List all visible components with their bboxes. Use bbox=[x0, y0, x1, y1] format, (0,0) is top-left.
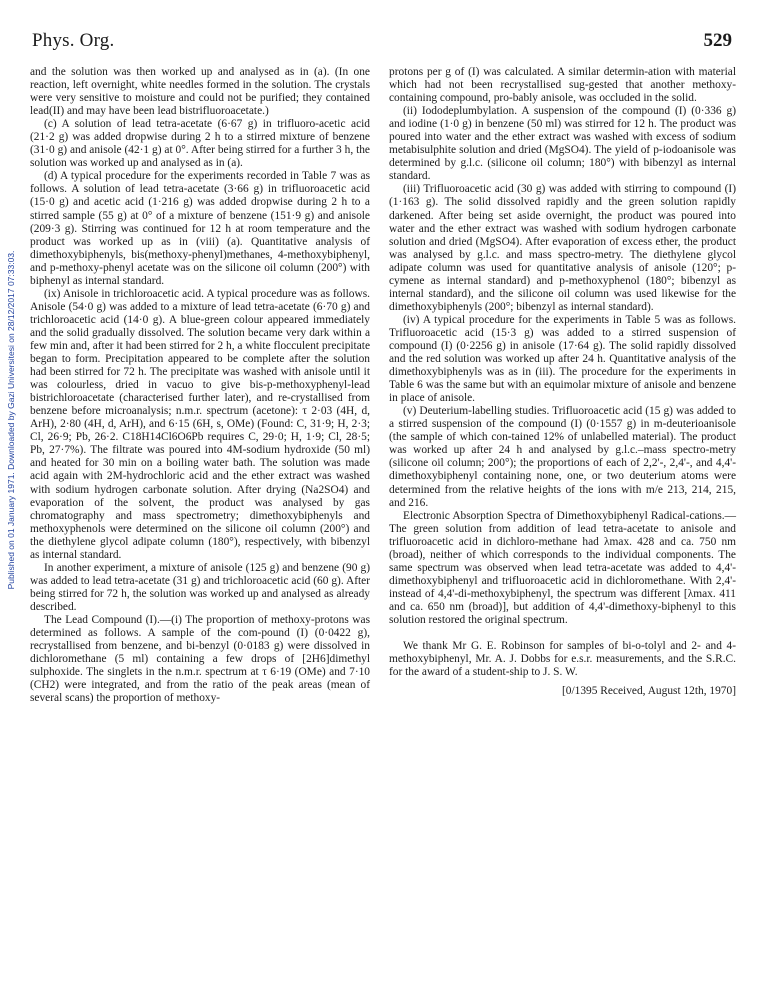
page-number: 529 bbox=[703, 30, 732, 51]
left-column bbox=[30, 66, 370, 705]
section-heading-paragraph: Electronic Absorption Spectra of Dimethoxybiphenyl Radical-cations.—The green solution from addition of lead tetra-acetate to anisole and trifluoroacetic acid in dichloro-methane had λmax. 428 and ca. 750 nm (broad), neither of which corresponds to the individual components. The same spectrum was observed when lead tetra-acetate was added to 4,4'-dimethoxybiphenyl and trifluoroacetic acid in dichloromethane. With 2,4'- instead of 4,4'-di-methoxybiphenyl, the spectrum was different [λmax. 411 and ca. 650 nm (broad)], but addition of 4,4'-dimethoxy-biphenyl to this solution restored the original spectrum. bbox=[389, 509, 736, 626]
acknowledgements: We thank Mr G. E. Robinson for samples of bi-o-tolyl and 2- and 4-methoxybiphenyl, Mr. A. J. Dobbs for e.s.r. measurements, and the S.R.C. for the award of a student-ship to J. S. W. bbox=[389, 640, 736, 679]
spacer bbox=[389, 627, 736, 640]
paragraph: (iv) A typical procedure for the experiments in Table 5 was as follows. Trifluoroacetic acid (15·3 g) was added to a stirred suspension of compound (I) (0·2256 g) in anisole (17·64 g). The solid rapidly dissolved and the red solution was worked up after 24 h. Quantitative analysis of the dimethoxybiphenyls was as in (iii). The procedure for the experiments in Table 6 was the same but with an equimolar mixture of anisole and benzene in place of anisole. bbox=[389, 313, 736, 405]
right-column bbox=[389, 66, 736, 698]
paragraph: In another experiment, a mixture of anisole (125 g) and benzene (90 g) was added to lead tetra-acetate (31 g) and trichloroacetic acid (60 g). After being stirred for 72 h, the solution was worked up and analysed as already described. bbox=[30, 561, 370, 613]
journal-title: Phys. Org. bbox=[32, 30, 115, 51]
paragraph: protons per g of (I) was calculated. A similar determin-ation with material which had not been recrystallised sug-gested that another methoxy-containing compound, pro-bably anisole, was occluded in the solid. bbox=[389, 66, 736, 105]
publication-note[interactable]: Published on 01 January 1971. Downloaded by Gazi Universitesi on 28/12/2017 07:33:03. bbox=[6, 250, 16, 590]
paragraph: (iii) Trifluoroacetic acid (30 g) was added with stirring to compound (I) (1·163 g). The solid dissolved rapidly and the green solution rapidly darkened. After being set aside overnight, the product was poured into water and the ether extract was washed with sodium hydrogen carbonate solution and dried (MgSO4). After evaporation of excess ether, the product was analysed by g.l.c. and mass spectro-metry. The diethylene glycol adipate column was used for quantitative analysis of anisole (120°; p-cymene as internal standard) and p-methoxyphenol (180°; bibenzyl as internal standard), and the silicone oil column was used likewise for the dimethoxybiphenyls (200°; bibenzyl as internal standard). bbox=[389, 183, 736, 313]
paragraph: (d) A typical procedure for the experiments recorded in Table 7 was as follows. A solution of lead tetra-acetate (3·66 g) in trifluoroacetic acid (15·0 g) and acetic acid (1·216 g) was added dropwise during 2 h to a stirred sample (55 g) at 0° of a mixture of benzene (151·9 g) and anisole (209·3 g). Stirring was continued for 12 h at room temperature and the product was worked up as in (viii) (a). Quantitative analysis of dimethoxybiphenyls, bis(methoxy-phenyl)methanes, 4-methoxybiphenyl, and p-methoxy-phenyl acetate was on the silicone oil column (200°) with biphenyl as internal standard. bbox=[30, 170, 370, 287]
paragraph: and the solution was then worked up and analysed as in (a). (In one reaction, left overnight, white needles formed in the solution. The crystals were very sensitive to moisture and could not be purified; they contained lead(II) and may have been lead bistrifluoroacetate.) bbox=[30, 66, 370, 118]
section-heading-paragraph: The Lead Compound (I).—(i) The proportion of methoxy-protons was determined as follows. A sample of the com-pound (I) (0·0422 g), recrystallised from benzene, and bi-benzyl (0·0183 g) were dissolved in dichloromethane (5 ml) containing a few drops of [2H6]dimethyl sulphoxide. The singlets in the n.m.r. spectrum at τ 6·19 (OMe) and 7·10 (CH2) were integrated, and from the ratio of the peak areas (mean of several scans) the proportion of methoxy- bbox=[30, 613, 370, 705]
paragraph: (c) A solution of lead tetra-acetate (6·67 g) in trifluoro-acetic acid (21·2 g) was added dropwise during 2 h to a stirred mixture of benzene (31·0 g) and anisole (42·1 g) at 0°. After being stirred for a further 3 h, the solution was worked up and analysed as in (a). bbox=[30, 118, 370, 170]
paragraph: (ii) Iododeplumbylation. A suspension of the compound (I) (0·336 g) and iodine (1·0 g) in benzene (50 ml) was stirred for 12 h. The product was poured into water and the ether extract was washed with excess of sodium metabisulphite solution and dried (MgSO4). The yield of p-iodoanisole was determined by g.l.c. (silicone oil column; 180°) with bibenzyl as internal standard. bbox=[389, 105, 736, 183]
paragraph: (v) Deuterium-labelling studies. Trifluoroacetic acid (15 g) was added to a stirred suspension of the compound (I) (0·1557 g) in m-deuterioanisole (the sample of which con-tained 12% of unlabelled material). The product was worked up after 24 h and analysed by g.l.c.–mass spectro-metry (silicone oil column; 200°); the proportions of each of 2,2'-, 2,4'-, and 4,4'-dimethoxybiphenyl containing none, one, or two deuterium atoms were determined from the relative heights of the ions with m/e 213, 214, 215, and 216. bbox=[389, 405, 736, 509]
paragraph: (ix) Anisole in trichloroacetic acid. A typical procedure was as follows. Anisole (54·0 g) was added to a mixture of lead tetra-acetate (6·70 g) and trichloroacetic acid (14·0 g). A blue-green colour appeared immediately and the solid gradually dissolved. The solution became very dark within a few min and, after it had been stirred for 2 h, a white flocculent precipitate began to form. Precipitation appeared to be complete after the solution had been stirred for 72 h. The precipitate was washed with anisole until it was colourless, dried in vacuo to give bis-p-methoxyphenyl-lead bistrichloroacetate (characterised further later), and re-crystallised from benzene before microanalysis; n.m.r. spectrum (acetone): τ 2·03 (4H, d, ArH), 2·80 (4H, d, ArH), and 6·15 (6H, s, OMe) (Found: C, 31·9; H, 2·3; Cl, 26·9; Pb, 26·2. C18H14Cl6O6Pb requires C, 29·0; H, 1·9; Cl, 28·5; Pb, 27·7%). The filtrate was poured into 4M-sodium hydroxide (50 ml) and heated for 30 min on a boiling water bath. The solution was made acid again with 2M-hydrochloric acid and the ether extract was washed with sodium hydrogen carbonate solution. After drying (Na2SO4) and evaporation of the solvent, the product was analysed by gas chromatography and mass spectrometry; dimethoxybiphenyls and methoxyphenols were determined on the silicone oil column (200°) and the diethylene glycol adipate column (180°), respectively, with bibenzyl as internal standard. bbox=[30, 287, 370, 561]
publication-sidebar bbox=[1, 160, 21, 680]
received-note: [0/1395 Received, August 12th, 1970] bbox=[561, 685, 736, 698]
